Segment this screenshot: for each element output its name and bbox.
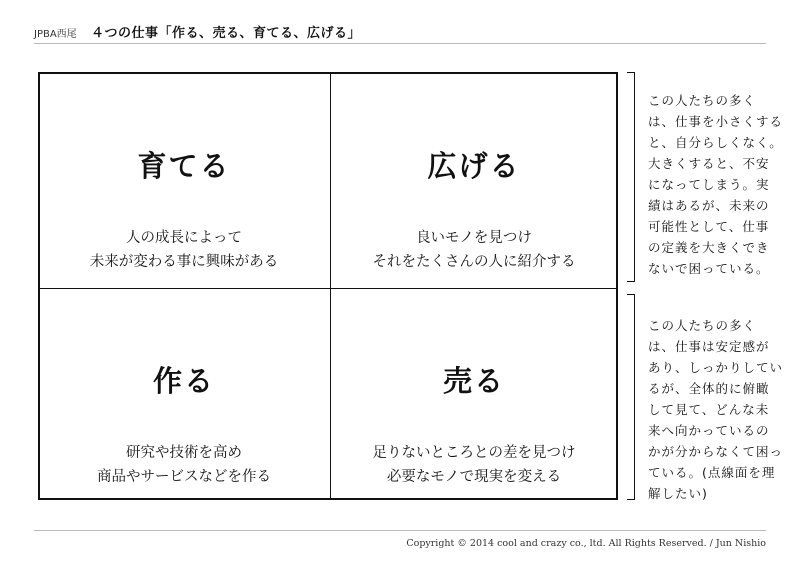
note-line: の定義を大きくでき: [648, 240, 770, 255]
description-line: 商品やサービスなどを作る: [97, 469, 271, 485]
header: [34, 22, 766, 40]
quadrant-description: [330, 441, 618, 489]
description-line: 良いモノを見つけ: [416, 230, 532, 246]
note-line: この人たちの多く: [648, 318, 757, 333]
header-divider: [34, 43, 766, 44]
note-line: かが分からなくて困っ: [648, 444, 784, 459]
note-line: 績はあるが、未来の: [648, 198, 770, 213]
description-line: 人の成長によって: [126, 230, 242, 246]
note-line: になってしまう。実: [648, 177, 770, 192]
quadrant-heading: 広げる: [427, 149, 521, 183]
note-line: と、自分らしくなく。: [648, 135, 783, 150]
description-line: 研究や技術を高め: [126, 445, 242, 461]
quadrant-heading: 育てる: [137, 149, 231, 183]
note-line: ないで困っている。: [648, 261, 770, 276]
note-line: ている。(点線面を理: [648, 465, 776, 480]
note-line: 解したい): [648, 486, 708, 501]
description-line: 足りないところとの差を見つけ: [372, 445, 576, 461]
note-line: るが、全体的に俯瞰: [648, 381, 770, 396]
quadrant-spread: [330, 74, 618, 286]
quadrant-description: [40, 441, 328, 489]
description-line: 未来が変わる事に興味がある: [89, 254, 279, 270]
note-line: して見て、どんな未: [648, 402, 770, 417]
quadrant-description: [330, 226, 618, 274]
lower-note-bracket: [627, 294, 635, 500]
note-line: 可能性として、仕事: [648, 219, 770, 234]
description-line: 必要なモノで現実を変える: [386, 469, 562, 485]
quadrant-make: [40, 289, 328, 501]
organization-label: JPBA西尾: [34, 29, 77, 40]
note-line: は、仕事は安定感が: [648, 339, 770, 354]
lower-note: [648, 315, 784, 504]
description-line: それをたくさんの人に紹介する: [372, 254, 576, 270]
note-line: この人たちの多く: [648, 93, 757, 108]
upper-note: [648, 90, 784, 279]
quadrant-nurture: [40, 74, 328, 286]
footer-divider: [34, 530, 766, 531]
page-title: ４つの仕事「作る、売る、育てる、広げる」: [91, 26, 362, 41]
note-line: 来へ向かっているの: [648, 423, 770, 438]
quadrant-heading: 作る: [152, 364, 215, 398]
quadrant-description: [40, 226, 328, 274]
copyright-notice: Copyright © 2014 cool and crazy co., ltd. All Rights Reserved. / Jun Nishio: [406, 538, 766, 549]
upper-note-bracket: [627, 72, 635, 282]
quadrant-heading: 売る: [442, 364, 505, 398]
quadrant-grid: [38, 72, 618, 500]
note-line: は、仕事を小さくする: [648, 114, 784, 129]
quadrant-sell: [330, 289, 618, 501]
note-line: あり、しっかりしてい: [648, 360, 784, 375]
note-line: 大きくすると、不安: [648, 156, 770, 171]
